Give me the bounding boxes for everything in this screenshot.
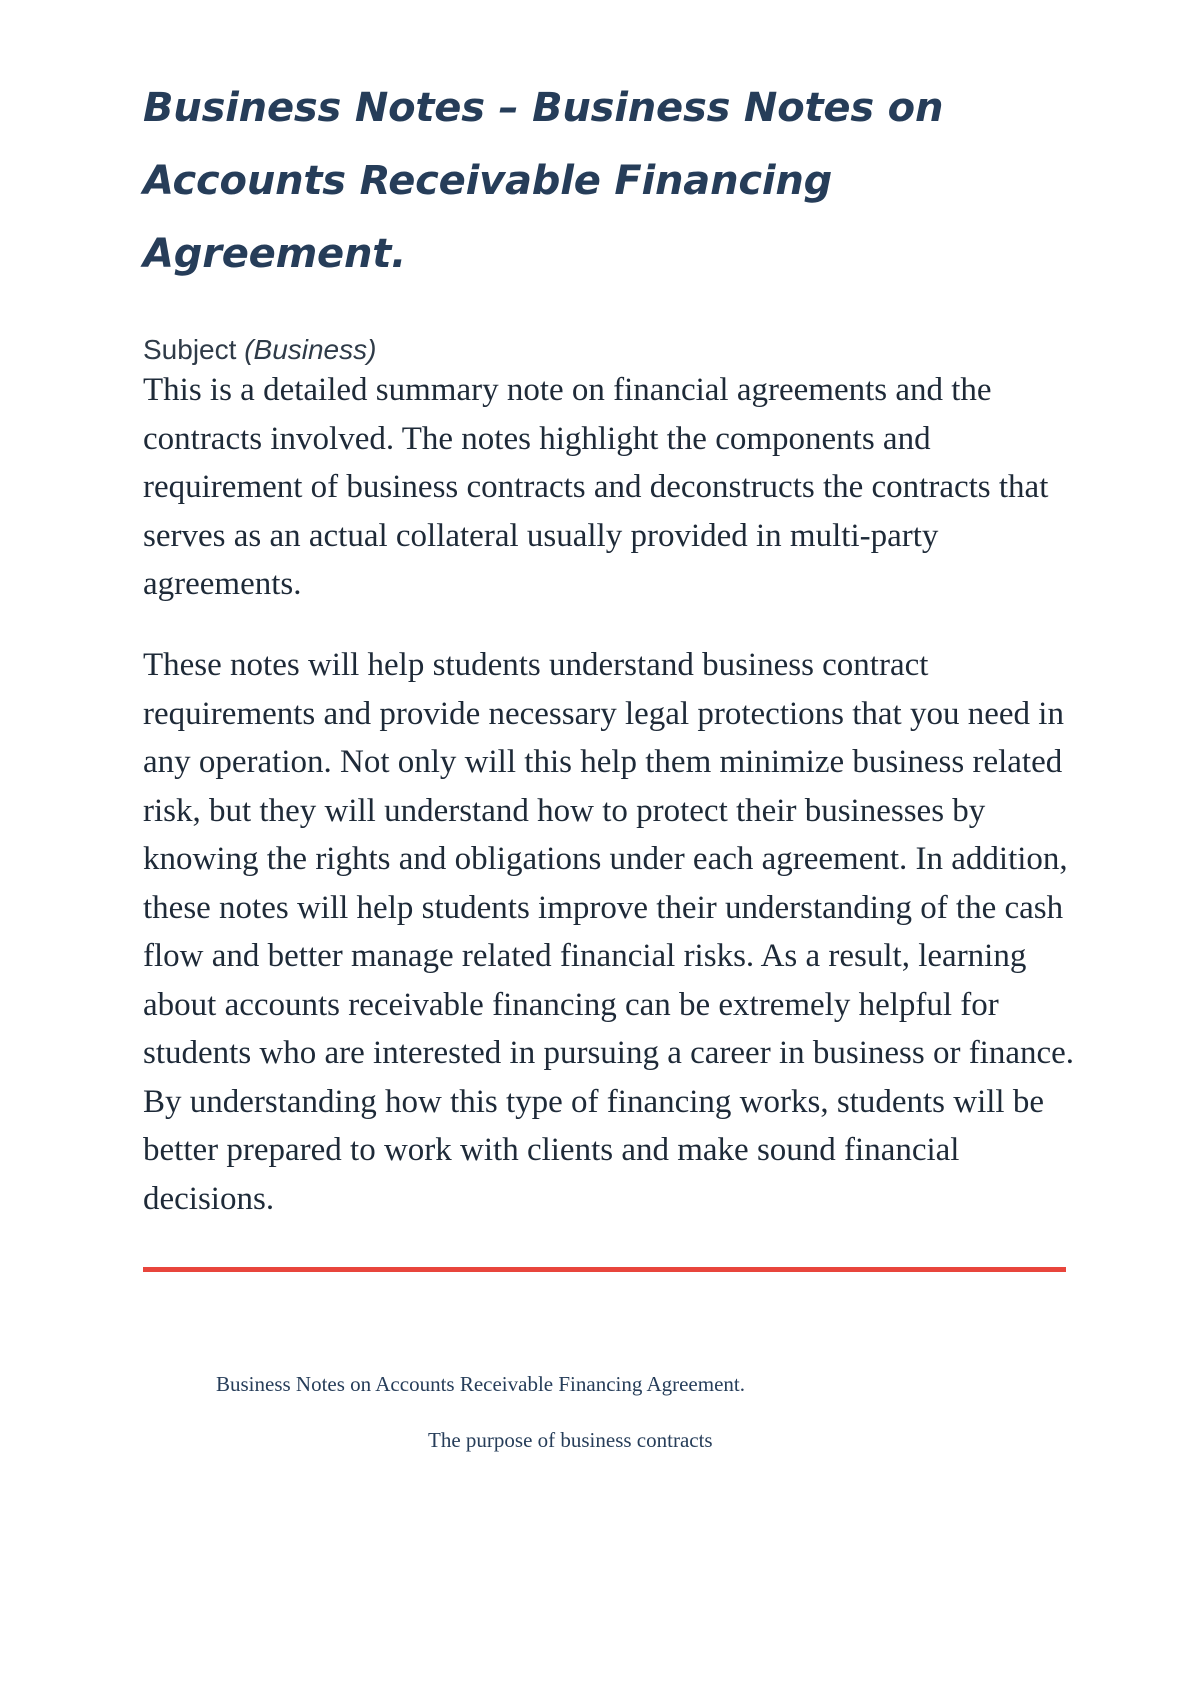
- subject-label: Subject: [143, 334, 237, 365]
- footer-document-title: Business Notes on Accounts Receivable Financing Agreement.: [216, 1372, 745, 1396]
- subject-value: (Business): [244, 334, 377, 365]
- summary-paragraph: This is a detailed summary note on financial agreements and the contracts involved. The notes highlight the components and requirement of business contracts and deconstructs the contracts that serves as an actual collateral usually provided in multi-party agreements.: [143, 372, 1049, 602]
- document-title: Business Notes – Business Notes on Accounts Receivable Financing Agreement.: [143, 85, 944, 277]
- benefits-paragraph: These notes will help students understand business contract requirements and provide necessary legal protections that you need in any operation. Not only will this help them minimize business related risk, but they will understand how to protect their businesses by knowing the rights and obligations under each agreement. In addition, these notes will help students improve their understanding of the cash flow and better manage related financial risks. As a result, learning about accounts receivable financing can be extremely helpful for students who are interested in pursuing a career in business or finance. By understanding how this type of financing works, students will be better prepared to work with clients and make sound financial decisions.: [143, 647, 1075, 1217]
- footer-section-heading: The purpose of business contracts: [428, 1428, 713, 1452]
- red-divider: [143, 1267, 1066, 1272]
- subject-line: [143, 333, 376, 367]
